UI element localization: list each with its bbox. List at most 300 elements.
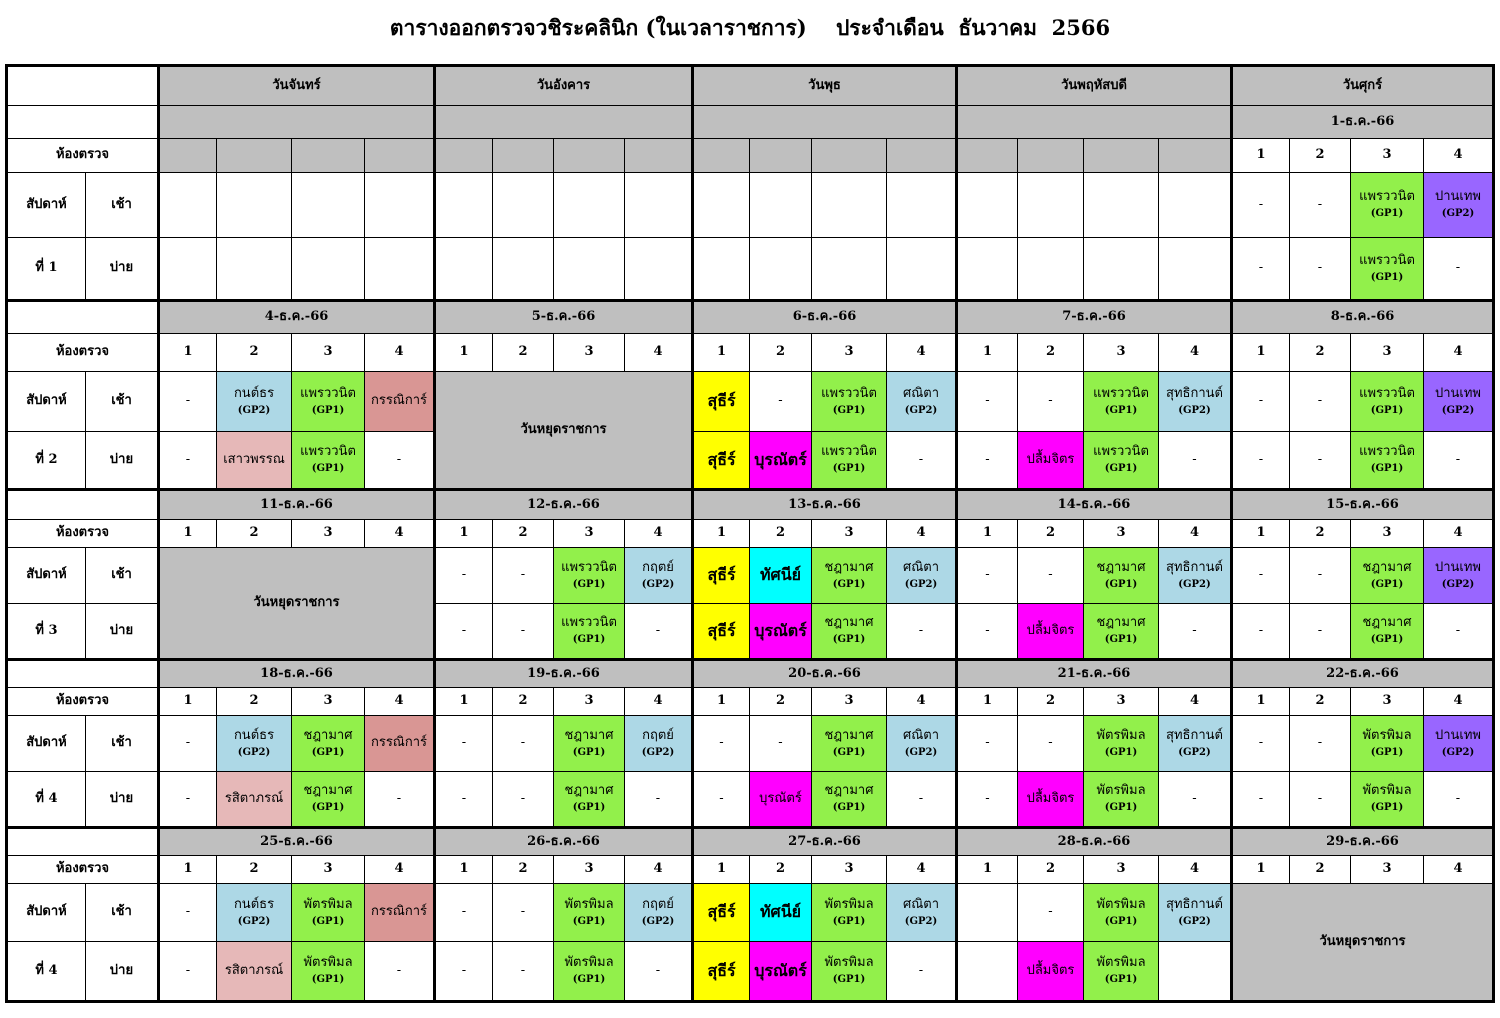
dash-cell: - — [750, 372, 812, 432]
dash-cell: - — [159, 716, 217, 772]
empty-cell — [750, 238, 812, 301]
doctor-cell — [554, 884, 625, 942]
gp-code: (GP1) — [1370, 578, 1404, 590]
room-label: ห้องตรวจ — [7, 856, 159, 884]
room-number: 4 — [887, 334, 957, 372]
doctor-name: ชฎามาศ — [303, 783, 353, 799]
doctor-name: ชฎามาศ — [824, 559, 874, 575]
empty-cell — [887, 173, 957, 238]
room-number: 4 — [625, 856, 693, 884]
room-number — [365, 139, 435, 173]
doctor-cell — [693, 548, 750, 604]
date-header — [957, 106, 1232, 139]
room-number — [1159, 139, 1232, 173]
gp-code: (GP1) — [572, 578, 606, 590]
room-number: 4 — [625, 688, 693, 716]
doctor-cell — [292, 432, 365, 490]
empty-cell — [1084, 173, 1159, 238]
doctor-cell — [1351, 716, 1424, 772]
doctor-cell — [1084, 884, 1159, 942]
room-number: 3 — [812, 688, 887, 716]
empty-cell — [365, 238, 435, 301]
doctor-name: พัตรพิมล — [1362, 727, 1412, 743]
empty-cell — [159, 173, 217, 238]
doctor-name: พัตรพิมล — [1096, 896, 1146, 912]
gp-code: (GP1) — [572, 746, 606, 758]
room-number: 1 — [957, 688, 1018, 716]
doctor-cell — [750, 884, 812, 942]
doctor-cell — [750, 604, 812, 660]
room-number: 4 — [1424, 139, 1494, 173]
dash-cell: - — [159, 772, 217, 828]
doctor-cell — [625, 548, 693, 604]
doctor-cell — [887, 372, 957, 432]
gp-code: (GP1) — [1104, 915, 1138, 927]
date-header: 20-ธ.ค.-66 — [693, 660, 957, 688]
empty-cell — [625, 238, 693, 301]
gp-code: (GP1) — [311, 463, 345, 475]
room-label: ห้องตรวจ — [7, 139, 159, 173]
dash-cell: - — [750, 716, 812, 772]
room-number: 3 — [812, 856, 887, 884]
gp-code: (GP1) — [1370, 746, 1404, 758]
room-number: 3 — [812, 334, 887, 372]
doctor-name: สุธีร์ — [707, 960, 736, 980]
day-header: วันพฤหัสบดี — [957, 66, 1232, 106]
doctor-cell — [292, 772, 365, 828]
dash-cell: - — [435, 604, 493, 660]
doctor-name: บุรณัตร์ — [754, 449, 807, 469]
dash-cell: - — [1232, 604, 1290, 660]
room-number: 3 — [292, 856, 365, 884]
doctor-cell — [217, 942, 292, 1002]
room-number: 1 — [957, 520, 1018, 548]
doctor-name: พัตรพิมล — [1096, 783, 1146, 799]
afternoon-label: บ่าย — [86, 772, 159, 828]
doctor-name: ทัศนีย์ — [759, 902, 801, 922]
room-number: 2 — [1290, 856, 1351, 884]
room-number — [957, 139, 1018, 173]
doctor-name: แพรววนิต — [1359, 189, 1415, 205]
doctor-cell — [750, 548, 812, 604]
day-header: วันจันทร์ — [159, 66, 435, 106]
dash-cell: - — [435, 772, 493, 828]
room-number: 2 — [1290, 139, 1351, 173]
room-number: 4 — [1424, 520, 1494, 548]
empty-cell — [625, 173, 693, 238]
room-number: 2 — [750, 688, 812, 716]
empty-cell — [292, 173, 365, 238]
gp-code: (GP2) — [1178, 404, 1211, 416]
doctor-name: ศณิตา — [902, 727, 940, 743]
room-number: 4 — [365, 856, 435, 884]
dash-cell: - — [1159, 772, 1232, 828]
doctor-name: กรรณิการ์ — [370, 904, 428, 920]
doctor-cell — [1351, 238, 1424, 301]
date-header: 12-ธ.ค.-66 — [435, 490, 693, 520]
dash-cell: - — [365, 772, 435, 828]
dash-cell: - — [493, 772, 554, 828]
date-label-empty — [7, 301, 159, 334]
empty-cell — [1159, 173, 1232, 238]
room-number: 3 — [1084, 856, 1159, 884]
doctor-name: พัตรพิมล — [303, 955, 353, 971]
room-number: 3 — [1084, 688, 1159, 716]
date-header: 1-ธ.ค.-66 — [1232, 106, 1494, 139]
page-title: ตารางออกตรวจวชิระคลินิก (ในเวลาราชการ) ประจำเดือน ธันวาคม 2566 — [389, 15, 1111, 40]
date-header: 14-ธ.ค.-66 — [957, 490, 1232, 520]
dash-cell: - — [957, 372, 1018, 432]
day-header: วันอังคาร — [435, 66, 693, 106]
dash-cell: - — [1232, 548, 1290, 604]
room-number: 2 — [1290, 688, 1351, 716]
gp-code: (GP2) — [1178, 578, 1211, 590]
doctor-name: ชฎามาศ — [1096, 615, 1146, 631]
gp-code: (GP1) — [311, 802, 345, 814]
doctor-name: ปลื้มจิตร — [1026, 790, 1075, 806]
date-header — [159, 106, 435, 139]
doctor-name: กฤตย์ — [642, 896, 674, 912]
doctor-cell — [1351, 604, 1424, 660]
empty-cell — [493, 173, 554, 238]
dash-cell: - — [1232, 432, 1290, 490]
dash-cell: - — [1018, 716, 1084, 772]
doctor-cell — [217, 884, 292, 942]
dash-cell: - — [493, 548, 554, 604]
doctor-name: สุทธิกานต์ — [1166, 559, 1223, 575]
empty-cell — [957, 173, 1018, 238]
week-prefix: สัปดาห์ — [7, 372, 86, 432]
room-number: 4 — [365, 334, 435, 372]
doctor-cell — [217, 432, 292, 490]
dash-cell: - — [493, 942, 554, 1002]
dash-cell: - — [1232, 772, 1290, 828]
doctor-name: แพรววนิต — [300, 385, 356, 401]
empty-cell — [217, 238, 292, 301]
dash-cell: - — [957, 432, 1018, 490]
day-header: วันพุธ — [693, 66, 957, 106]
date-header: 28-ธ.ค.-66 — [957, 828, 1232, 856]
dash-cell: - — [1290, 173, 1351, 238]
empty-cell — [292, 238, 365, 301]
doctor-cell — [1351, 772, 1424, 828]
empty-cell — [217, 173, 292, 238]
room-number: 2 — [750, 520, 812, 548]
room-number — [554, 139, 625, 173]
empty-cell — [693, 238, 750, 301]
room-number — [292, 139, 365, 173]
room-number: 3 — [554, 520, 625, 548]
empty-cell — [365, 173, 435, 238]
doctor-name: ปานเทพ — [1434, 189, 1482, 205]
room-number — [159, 139, 217, 173]
room-number: 1 — [1232, 334, 1290, 372]
doctor-name: กนต์ธร — [233, 896, 275, 912]
doctor-cell — [693, 884, 750, 942]
doctor-cell — [1351, 548, 1424, 604]
room-number: 1 — [1232, 139, 1290, 173]
room-number — [693, 139, 750, 173]
empty-cell — [493, 238, 554, 301]
dash-cell: - — [957, 772, 1018, 828]
doctor-cell — [812, 884, 887, 942]
room-number — [812, 139, 887, 173]
gp-code: (GP1) — [832, 578, 866, 590]
doctor-name: พัตรพิมล — [564, 896, 614, 912]
room-number: 1 — [159, 688, 217, 716]
room-number: 2 — [1018, 856, 1084, 884]
gp-code: (GP1) — [1370, 463, 1404, 475]
gp-code: (GP1) — [1104, 634, 1138, 646]
date-header: 6-ธ.ค.-66 — [693, 301, 957, 334]
morning-label: เช้า — [86, 884, 159, 942]
doctor-cell — [887, 716, 957, 772]
empty-cell — [1084, 238, 1159, 301]
gp-code: (GP1) — [832, 634, 866, 646]
gp-code: (GP2) — [1441, 208, 1475, 220]
room-number: 3 — [292, 334, 365, 372]
dash-cell: - — [693, 772, 750, 828]
doctor-name: แพรววนิต — [561, 559, 617, 575]
room-label: ห้องตรวจ — [7, 334, 159, 372]
room-number: 1 — [1232, 688, 1290, 716]
room-number: 1 — [159, 856, 217, 884]
room-number: 3 — [554, 688, 625, 716]
gp-code: (GP2) — [904, 578, 938, 590]
room-number: 1 — [693, 688, 750, 716]
dash-cell — [957, 884, 1018, 942]
gp-code: (GP2) — [237, 404, 271, 416]
doctor-cell — [1084, 772, 1159, 828]
gp-code: (GP2) — [904, 404, 938, 416]
dash-cell — [1159, 942, 1232, 1002]
room-number: 3 — [554, 334, 625, 372]
gp-code: (GP1) — [311, 404, 345, 416]
doctor-cell — [1424, 548, 1494, 604]
room-number: 2 — [750, 856, 812, 884]
gp-code: (GP1) — [1104, 802, 1138, 814]
room-number: 3 — [1351, 688, 1424, 716]
doctor-name: ชฎามาศ — [824, 783, 874, 799]
holiday-cell: วันหยุดราชการ — [1232, 884, 1494, 1002]
doctor-cell — [887, 884, 957, 942]
gp-code: (GP1) — [832, 802, 866, 814]
gp-code: (GP1) — [1370, 634, 1404, 646]
room-number: 3 — [1351, 139, 1424, 173]
doctor-cell — [554, 716, 625, 772]
room-number: 2 — [217, 520, 292, 548]
dash-cell: - — [365, 432, 435, 490]
room-number: 2 — [493, 856, 554, 884]
doctor-name: ชฎามาศ — [1096, 559, 1146, 575]
room-number: 1 — [435, 334, 493, 372]
empty-cell — [887, 238, 957, 301]
room-number: 4 — [887, 688, 957, 716]
dash-cell: - — [435, 884, 493, 942]
doctor-cell — [812, 942, 887, 1002]
doctor-cell — [1018, 772, 1084, 828]
morning-label: เช้า — [86, 548, 159, 604]
doctor-cell — [217, 372, 292, 432]
dash-cell: - — [887, 604, 957, 660]
date-label-empty — [7, 828, 159, 856]
room-number — [217, 139, 292, 173]
empty-cell — [957, 238, 1018, 301]
date-header: 8-ธ.ค.-66 — [1232, 301, 1494, 334]
date-header: 11-ธ.ค.-66 — [159, 490, 435, 520]
dash-cell: - — [493, 716, 554, 772]
room-number: 1 — [693, 520, 750, 548]
empty-cell — [812, 173, 887, 238]
corner-cell — [7, 66, 159, 106]
doctor-cell — [625, 884, 693, 942]
room-number: 4 — [625, 334, 693, 372]
date-header: 18-ธ.ค.-66 — [159, 660, 435, 688]
dash-cell: - — [625, 942, 693, 1002]
room-number — [435, 139, 493, 173]
doctor-name: ปลื้มจิตร — [1026, 962, 1075, 978]
date-header: 4-ธ.ค.-66 — [159, 301, 435, 334]
doctor-name: แพรววนิต — [821, 444, 877, 460]
holiday-cell: วันหยุดราชการ — [435, 372, 693, 490]
doctor-name: เสาวพรรณ — [223, 451, 285, 467]
dash-cell: - — [1424, 772, 1494, 828]
dash-cell: - — [1424, 238, 1494, 301]
gp-code: (GP1) — [1104, 974, 1138, 986]
doctor-name: ชฎามาศ — [564, 783, 614, 799]
dash-cell: - — [1159, 432, 1232, 490]
dash-cell: - — [887, 942, 957, 1002]
doctor-cell — [693, 372, 750, 432]
dash-cell: - — [693, 716, 750, 772]
room-number — [493, 139, 554, 173]
room-number: 1 — [159, 520, 217, 548]
doctor-name: แพรววนิต — [300, 444, 356, 460]
dash-cell: - — [625, 772, 693, 828]
doctor-name: พัตรพิมล — [1096, 727, 1146, 743]
room-number: 2 — [1290, 334, 1351, 372]
dash-cell: - — [887, 432, 957, 490]
room-number — [625, 139, 693, 173]
room-number: 1 — [957, 856, 1018, 884]
gp-code: (GP2) — [1441, 404, 1475, 416]
doctor-name: ปานเทพ — [1434, 727, 1482, 743]
room-number: 2 — [217, 688, 292, 716]
dash-cell: - — [1424, 432, 1494, 490]
doctor-name: ศณิตา — [902, 385, 940, 401]
doctor-cell — [554, 772, 625, 828]
doctor-name: แพรววนิต — [1093, 444, 1149, 460]
doctor-cell — [365, 372, 435, 432]
gp-code: (GP1) — [1370, 208, 1404, 220]
morning-label: เช้า — [86, 372, 159, 432]
date-header: 21-ธ.ค.-66 — [957, 660, 1232, 688]
room-number: 4 — [887, 520, 957, 548]
empty-cell — [1159, 238, 1232, 301]
gp-code: (GP1) — [1370, 271, 1404, 283]
doctor-name: ชฎามาศ — [1362, 559, 1412, 575]
date-header: 7-ธ.ค.-66 — [957, 301, 1232, 334]
room-number — [1084, 139, 1159, 173]
doctor-cell — [812, 372, 887, 432]
morning-label: เช้า — [86, 173, 159, 238]
room-number: 2 — [493, 688, 554, 716]
doctor-name: บุรณัตร์ — [759, 790, 802, 806]
doctor-cell — [1159, 548, 1232, 604]
dash-cell: - — [159, 942, 217, 1002]
day-header: วันศุกร์ — [1232, 66, 1494, 106]
week-prefix: สัปดาห์ — [7, 884, 86, 942]
doctor-name: แพรววนิต — [1359, 385, 1415, 401]
dash-cell: - — [1290, 772, 1351, 828]
room-number: 4 — [1159, 688, 1232, 716]
gp-code: (GP1) — [572, 974, 606, 986]
doctor-name: ทัศนีย์ — [759, 565, 801, 585]
gp-code: (GP2) — [237, 746, 271, 758]
room-number: 1 — [693, 334, 750, 372]
date-label-empty — [7, 490, 159, 520]
dash-cell: - — [1290, 716, 1351, 772]
gp-code: (GP1) — [311, 915, 345, 927]
doctor-cell — [812, 432, 887, 490]
date-header: 25-ธ.ค.-66 — [159, 828, 435, 856]
room-number: 1 — [957, 334, 1018, 372]
room-number: 2 — [1290, 520, 1351, 548]
gp-code: (GP1) — [1104, 404, 1138, 416]
date-header — [693, 106, 957, 139]
dash-cell: - — [957, 548, 1018, 604]
doctor-name: ศณิตา — [902, 896, 940, 912]
gp-code: (GP2) — [904, 746, 938, 758]
week-number: ที่ 4 — [7, 772, 86, 828]
doctor-name: พัตรพิมล — [564, 955, 614, 971]
doctor-cell — [750, 432, 812, 490]
room-number: 4 — [365, 688, 435, 716]
week-number: ที่ 2 — [7, 432, 86, 490]
doctor-cell — [1084, 604, 1159, 660]
gp-code: (GP1) — [832, 915, 866, 927]
doctor-name: พัตรพิมล — [1096, 955, 1146, 971]
doctor-cell — [1084, 432, 1159, 490]
week-prefix: สัปดาห์ — [7, 716, 86, 772]
room-number: 1 — [435, 688, 493, 716]
doctor-name: แพรววนิต — [821, 385, 877, 401]
gp-code: (GP2) — [1178, 746, 1211, 758]
doctor-cell — [887, 548, 957, 604]
room-label: ห้องตรวจ — [7, 688, 159, 716]
dash-cell: - — [435, 548, 493, 604]
gp-code: (GP1) — [832, 974, 866, 986]
doctor-name: พัตรพิมล — [824, 896, 874, 912]
room-number: 4 — [887, 856, 957, 884]
room-number — [887, 139, 957, 173]
doctor-cell — [1351, 372, 1424, 432]
dash-cell: - — [159, 884, 217, 942]
week-number: ที่ 1 — [7, 238, 86, 301]
date-label-empty — [7, 660, 159, 688]
room-number: 4 — [1159, 334, 1232, 372]
room-number: 2 — [493, 520, 554, 548]
dash-cell: - — [1232, 716, 1290, 772]
room-number: 3 — [292, 520, 365, 548]
date-header: 15-ธ.ค.-66 — [1232, 490, 1494, 520]
doctor-cell — [554, 942, 625, 1002]
gp-code: (GP1) — [311, 974, 345, 986]
doctor-cell — [812, 772, 887, 828]
gp-code: (GP1) — [572, 634, 606, 646]
dash-cell: - — [1159, 604, 1232, 660]
doctor-name: สุทธิกานต์ — [1166, 896, 1223, 912]
